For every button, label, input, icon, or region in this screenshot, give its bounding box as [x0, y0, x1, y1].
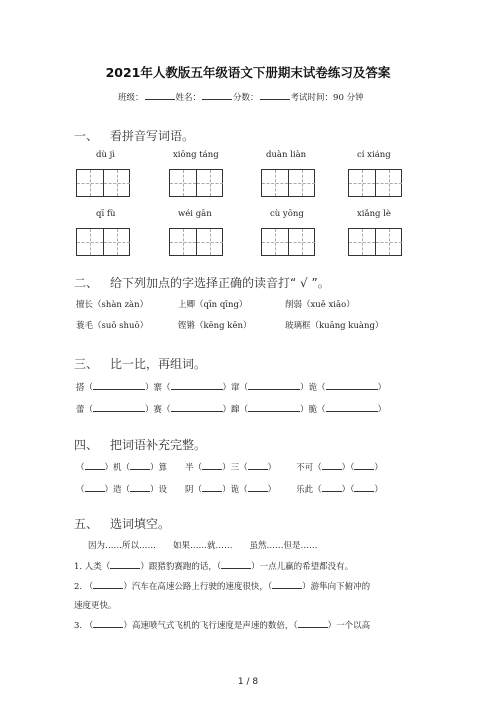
- question-text: ）跟猎豹赛跑的话，（: [140, 562, 222, 572]
- writing-box[interactable]: [76, 228, 130, 256]
- class-label: 班级：: [118, 93, 144, 103]
- section-5-number: 五、: [74, 517, 99, 531]
- section-1-number: 一、: [74, 129, 99, 143]
- answer-blank[interactable]: [93, 382, 145, 390]
- complete-text: ）: [267, 463, 277, 473]
- compare-text: ）诡（: [300, 383, 326, 393]
- class-blank: [145, 92, 175, 100]
- complete-text: （: [76, 463, 85, 473]
- pinyin-2: xiōng táng: [173, 150, 219, 160]
- question-text: ）汽车在高速公路上行驶的速度很快，（: [123, 582, 273, 592]
- answer-blank[interactable]: [110, 561, 140, 569]
- answer-blank[interactable]: [202, 484, 222, 492]
- name-blank: [202, 92, 232, 100]
- time-label: 考试时间：90 分钟: [290, 93, 364, 103]
- complete-text: 乐此（: [296, 485, 322, 495]
- answer-blank[interactable]: [248, 382, 300, 390]
- pinyin-3: duàn liàn: [266, 150, 307, 160]
- compare-text: ）脆（: [300, 405, 326, 415]
- writing-box[interactable]: [169, 228, 223, 256]
- compare-text: ）: [377, 383, 387, 393]
- answer-blank[interactable]: [326, 404, 378, 412]
- question-2-continued: 速度更快。: [74, 601, 117, 611]
- question-text: 3. （: [74, 621, 94, 631]
- complete-text: 半（: [185, 463, 203, 473]
- compare-text: 蕾（: [76, 405, 94, 415]
- reading-item: 蓑毛（suō shuō）: [76, 321, 149, 331]
- section-2-number: 二、: [74, 276, 99, 290]
- student-info-row: [118, 91, 364, 103]
- answer-blank[interactable]: [85, 484, 105, 492]
- page-title: 2021年人教版五年级语文下册期末试卷练习及答案: [105, 65, 391, 80]
- answer-blank[interactable]: [93, 581, 123, 589]
- answer-blank[interactable]: [248, 462, 268, 470]
- complete-text: （: [76, 485, 85, 495]
- question-text: ）高速喷气式飞机的飞行速度是声速的数倍，（: [123, 621, 298, 631]
- question-3: [74, 619, 370, 631]
- question-text: ）一个以高: [327, 621, 371, 631]
- question-text: ）游隼向下俯冲的: [302, 582, 371, 592]
- compare-text: ）: [377, 405, 387, 415]
- name-label: 姓名：: [175, 93, 202, 103]
- question-2: [74, 580, 370, 592]
- answer-blank[interactable]: [221, 561, 251, 569]
- answer-blank[interactable]: [93, 404, 145, 412]
- answer-blank[interactable]: [171, 382, 223, 390]
- answer-blank[interactable]: [130, 462, 150, 470]
- complete-text: ）: [267, 485, 277, 495]
- writing-box[interactable]: [348, 169, 402, 197]
- compare-row-1: [76, 381, 386, 393]
- compare-text: ）窜（: [222, 383, 249, 393]
- pinyin-5: qī fù: [96, 209, 116, 219]
- complete-text: ）（: [341, 463, 355, 473]
- complete-text: ）机（: [104, 463, 131, 473]
- section-1-heading: [74, 127, 194, 144]
- question-text: 1. 人类（: [74, 562, 111, 572]
- writing-box[interactable]: [348, 228, 402, 256]
- answer-blank[interactable]: [130, 484, 150, 492]
- section-5-text: 选词填空。: [110, 517, 171, 531]
- compare-row-2: [76, 403, 386, 415]
- section-1-text: 看拼音写词语。: [110, 129, 195, 143]
- question-text: 2. （: [74, 582, 94, 592]
- answer-blank[interactable]: [326, 382, 378, 390]
- answer-blank[interactable]: [248, 404, 300, 412]
- section-3-text: 比一比，再组词。: [110, 357, 207, 371]
- complete-text: ）（: [341, 485, 355, 495]
- section-4-text: 把词语补充完整。: [110, 438, 207, 452]
- section-2-text: 给下列加点的字选择正确的读音打“ √ ”。: [110, 276, 330, 290]
- section-3-heading: [74, 355, 206, 372]
- complete-text: 阴（: [185, 485, 203, 495]
- complete-text: ）算: [150, 463, 168, 473]
- answer-blank[interactable]: [354, 462, 374, 470]
- word-options: 因为……所以…… 如果……就…… 虽然……但是……: [88, 541, 318, 551]
- answer-blank[interactable]: [322, 462, 342, 470]
- reading-item: 擅长（shàn zàn）: [76, 300, 149, 310]
- complete-text: ）诡（: [222, 485, 248, 495]
- answer-blank[interactable]: [171, 404, 223, 412]
- pinyin-6: wéi gān: [178, 209, 212, 219]
- section-2-heading: [74, 274, 330, 291]
- question-1: [74, 560, 353, 572]
- answer-blank[interactable]: [322, 484, 342, 492]
- writing-box[interactable]: [261, 228, 315, 256]
- pinyin-4: cí xiáng: [357, 150, 391, 160]
- complete-row-2: [76, 483, 383, 495]
- pinyin-8: xiǎng lè: [357, 209, 391, 219]
- answer-blank[interactable]: [85, 462, 105, 470]
- answer-blank[interactable]: [354, 484, 374, 492]
- complete-text: ）设: [150, 485, 168, 495]
- answer-blank[interactable]: [298, 620, 328, 628]
- reading-item: 削弱（xuē xiāo）: [285, 300, 355, 310]
- section-4-heading: [74, 436, 206, 453]
- question-text: ）一点儿赢的希望都没有。: [251, 562, 354, 572]
- reading-item: 铿锵（kēng kēn）: [178, 321, 252, 331]
- compare-text: ）寨（: [145, 383, 171, 393]
- writing-box[interactable]: [169, 169, 223, 197]
- score-label: 分数：: [233, 93, 259, 103]
- answer-blank[interactable]: [93, 620, 123, 628]
- complete-text: ）三（: [222, 463, 248, 473]
- page-number: 1 / 8: [237, 677, 259, 687]
- pinyin-1: dù jì: [96, 150, 115, 160]
- complete-text: ）: [374, 463, 383, 473]
- reading-item: 玻璃框（kuāng kuàng）: [285, 321, 384, 331]
- complete-row-1: [76, 461, 383, 473]
- complete-text: ）: [374, 485, 383, 495]
- answer-blank[interactable]: [202, 462, 222, 470]
- compare-text: ）赛（: [145, 405, 171, 415]
- score-blank: [260, 92, 290, 100]
- section-4-number: 四、: [74, 438, 99, 452]
- answer-blank[interactable]: [248, 484, 268, 492]
- reading-item: 上卿（qīn qīng）: [178, 300, 248, 310]
- section-3-number: 三、: [74, 357, 99, 371]
- writing-box[interactable]: [76, 169, 130, 197]
- complete-text: ）造（: [104, 485, 131, 495]
- pinyin-7: cù yōng: [270, 209, 304, 219]
- section-5-heading: [74, 515, 170, 532]
- complete-text: 不可（: [296, 463, 322, 473]
- compare-text: 搭（: [76, 383, 94, 393]
- answer-blank[interactable]: [272, 581, 302, 589]
- compare-text: ）蹿（: [222, 405, 249, 415]
- writing-box[interactable]: [261, 169, 315, 197]
